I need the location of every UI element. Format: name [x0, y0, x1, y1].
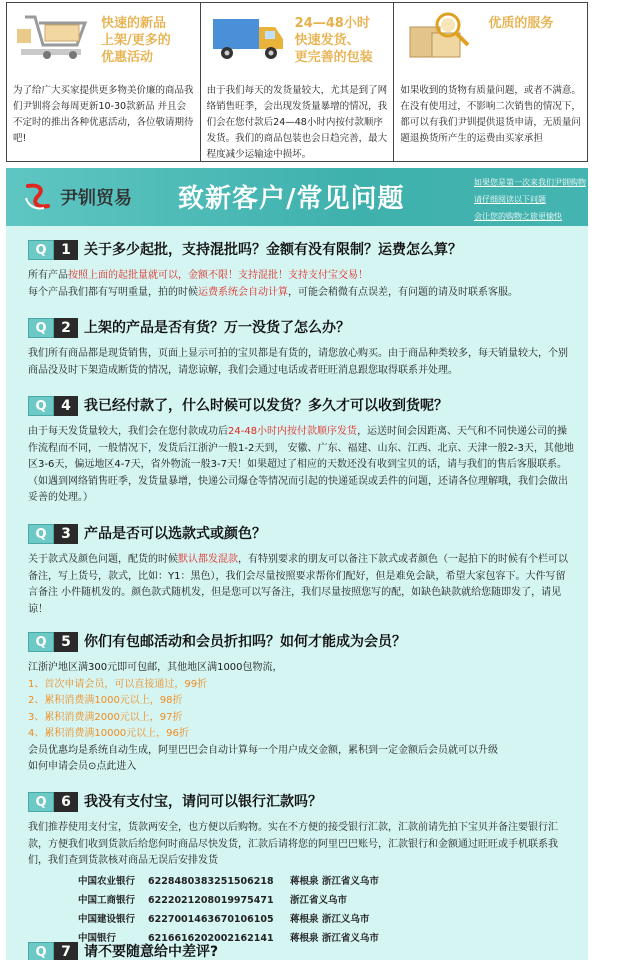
bank-place: 浙江义乌市	[321, 913, 370, 925]
faq-item	[6, 942, 588, 960]
answer-segment: ，可能会稍微有点误差，有问题的请及时联系客服。	[288, 286, 518, 298]
bank-name: 中国建设银行	[78, 913, 136, 925]
answer-segment: 江浙沪地区满300元即可包邮，其他地区满1000包物流，	[28, 662, 283, 673]
answer-highlight: 默认都发混款	[178, 554, 238, 565]
faq-item	[6, 792, 588, 948]
feature-title-line: 优惠活动	[101, 50, 154, 65]
bank-row	[6, 872, 588, 891]
bank-holder: 蒋根泉	[290, 875, 319, 887]
bank-account: 6227001463670106105	[148, 913, 274, 925]
bank-name: 中国农业银行	[78, 875, 136, 887]
banner-tags	[474, 174, 586, 225]
feature-description: 为了给广大买家提供更多物美价廉的商品我们尹钏将会每周更新10-30款新品 并且会不定时的推出各种优惠活动，各位敬请期待吧!	[13, 85, 194, 144]
feature-title-line: 24—48小时	[294, 16, 370, 31]
bank-name: 中国银行	[78, 932, 117, 944]
faq-section	[6, 226, 588, 960]
answer-text	[28, 268, 574, 301]
feature-fast-shipping	[201, 3, 395, 161]
question-title: 我已经付款了，什么时候可以发货？多久才可以收到货呢？	[84, 398, 448, 414]
question-number: 1	[54, 240, 78, 260]
page-title: 致新客户/常见问题	[178, 184, 405, 214]
delivery-truck-icon	[209, 9, 289, 65]
feature-title-line: 快速的新品	[101, 16, 167, 31]
member-tier: 3、累积消费满2000元以上，97折	[28, 711, 183, 723]
question-title: 我没有支付宝，请问可以银行汇款吗？	[84, 794, 322, 810]
faq-banner	[6, 168, 588, 226]
answer-segment: ，有特别要求的朋友可以备注下款式或者颜色（一起拍下的时候有个栏可以备注，写上货号，款式，比如：Y1：黑色），我们会尽量按照要求帮你们配好，但是难免会缺，希望大家包容下。大件写留言备注 小件随机发的。颜色款式随机发，但是您可以写备注，我们尽量按照您写的配，如缺色缺款就给您随即发了，请见谅！	[28, 554, 568, 615]
answer-segment: 会员优惠均是系统自动生成，阿里巴巴会自动计算每一个用户成交金额，累积到一定金额后会员就可以升级	[28, 744, 498, 756]
bank-place: 浙江省义乌市	[321, 932, 379, 944]
answer-segment: 关于款式及颜色问题，配货的时候	[28, 554, 178, 565]
question-badge: Q 7	[28, 942, 80, 960]
brand-logo-icon	[22, 180, 54, 212]
feature-title-line: 上架/更多的	[101, 33, 171, 48]
question-title: 上架的产品是否有货？万一没货了怎么办？	[84, 320, 350, 336]
bank-holder: 浙江省义乌市	[290, 894, 348, 906]
bank-holder: 蒋根泉	[290, 913, 319, 925]
question-title: 产品是否可以选款式或颜色？	[84, 526, 266, 542]
banner-tag: 请仔细阅读以下问题	[474, 195, 546, 204]
brand-name: 尹钏贸易	[60, 188, 132, 209]
faq-item	[6, 524, 588, 618]
bank-place: 浙江省义乌市	[321, 875, 379, 887]
answer-highlight: 运费系统会自动计算	[198, 286, 288, 298]
answer-segment: ，运送时间会因距离、天气和不同快递公司的操作流程而不同，一般情况下，发货后江浙沪一般1-2天到， 安徽、广东、福建、山东、江西、北京、天津一般2-3天，其他地区3-6天，偏远地区4-7天，省外物流一般3-7天！如果超过了相应的天数还没有收到宝贝的话，请与我们的售后客服联系。（如遇到网络销售旺季，发货量暴增，快递公司爆仓等情况而引起的快递延误或丢件的问题，还请各位理解哦，我们会做出妥善的处理。）	[28, 426, 574, 503]
question-number: 7	[54, 942, 78, 960]
answer-highlight: 按照上面的起批量就可以，金额不限！支持混批！支持支付宝交易！	[68, 270, 368, 281]
answer-text: 我们所有商品都是现货销售，页面上显示可拍的宝贝都是有货的，请您放心购买。由于商品种类较多，每天销量较大，个别商品没及时下架造成断货的情况，请您谅解，我们会通过电话或者旺旺消息跟您取得联系并处理。	[28, 348, 568, 376]
banner-tag: 如果您是第一次来我们尹钏购物	[474, 178, 586, 187]
answer-segment: 由于每天发货量较大，我们会在您付款成功后	[28, 426, 228, 437]
answer-segment: 所有产品	[28, 270, 68, 281]
feature-description: 如果收到的货物有质量问题，或者不满意。在没有使用过，不影响二次销售的情况下，都可以有我们尹钏提供退货申请，无质量问题退换货所产生的运费由买家承担	[400, 85, 581, 144]
question-number: 4	[54, 396, 78, 416]
faq-item	[6, 240, 588, 301]
member-tier: 4、累积消费满10000元以上，96折	[28, 728, 189, 739]
feature-boxes	[6, 2, 588, 162]
answer-text	[28, 552, 574, 618]
faq-item	[6, 318, 588, 379]
question-number: 3	[54, 524, 78, 544]
feature-new-products	[7, 3, 201, 161]
feature-title-line: 快速发货、	[294, 33, 360, 48]
feature-title-line: 优质的服务	[488, 16, 554, 31]
question-title: 关于多少起批，支持混批吗？金额有没有限制？运费怎么算？	[84, 242, 462, 258]
bank-row	[6, 910, 588, 929]
question-badge: Q 1	[28, 240, 80, 260]
bank-list	[6, 872, 588, 948]
faq-item	[6, 632, 588, 776]
answer-segment: 每个产品我们都有写明重量，拍的时候	[28, 286, 198, 298]
question-badge: Q 4	[28, 396, 80, 416]
feature-description: 由于我们每天的发货量较大，尤其是到了网络销售旺季，会出现发货量暴增的情况，我们会在您付款后24—48小时内按付款顺序发货。我们的商品包装也会日趋完善，最大程度减少运输途中损坏。	[206, 85, 388, 160]
question-badge: Q 6	[28, 792, 80, 812]
feature-quality-service	[394, 3, 587, 161]
question-number: 5	[54, 632, 78, 652]
member-tier: 2、累积消费满1000元以上，98折	[28, 695, 183, 706]
answer-text	[28, 424, 574, 507]
faq-item	[6, 396, 588, 507]
answer-text: 我们推荐使用支付宝，货款两安全，也方便以后购物。实在不方便的接受银行汇款，汇款前请先拍下宝贝并备注要银行汇款，方便我们收到货款后给您何时商品尽快发货，汇款后请将您的阿里巴巴账号，汇款银行和金额通过旺旺或手机联系我们，我们查到货款核对商品无误后安排发货	[28, 822, 558, 866]
feature-title-line: 更完善的包装	[294, 50, 373, 65]
quality-service-icon	[402, 9, 482, 65]
member-tier: 1、首次申请会员，可以直接通过，99折	[28, 678, 208, 690]
bank-account: 6216616202002162141	[148, 932, 274, 944]
banner-tag: 会让您的购物之旅更愉快	[474, 212, 562, 221]
question-title: 请不要随意给中差评?	[84, 944, 219, 960]
bank-row	[6, 891, 588, 910]
answer-highlight: 24-48小时内按付款顺序发货	[228, 426, 358, 437]
question-badge: Q 3	[28, 524, 80, 544]
bank-account: 6228480383251506218	[148, 875, 274, 887]
question-number: 6	[54, 792, 78, 812]
bank-name: 中国工商银行	[78, 894, 136, 906]
question-number: 2	[54, 318, 78, 338]
bank-holder: 蒋根泉	[290, 932, 319, 944]
question-badge: Q 5	[28, 632, 80, 652]
shopping-cart-icon	[15, 9, 95, 65]
answer-text	[28, 660, 574, 776]
apply-member-link[interactable]: 如何申请会员⊙点此进入	[28, 761, 137, 772]
bank-account: 6222021208019975471	[148, 894, 274, 906]
question-badge: Q 2	[28, 318, 80, 338]
question-title: 你们有包邮活动和会员折扣吗？如何才能成为会员？	[84, 634, 406, 650]
